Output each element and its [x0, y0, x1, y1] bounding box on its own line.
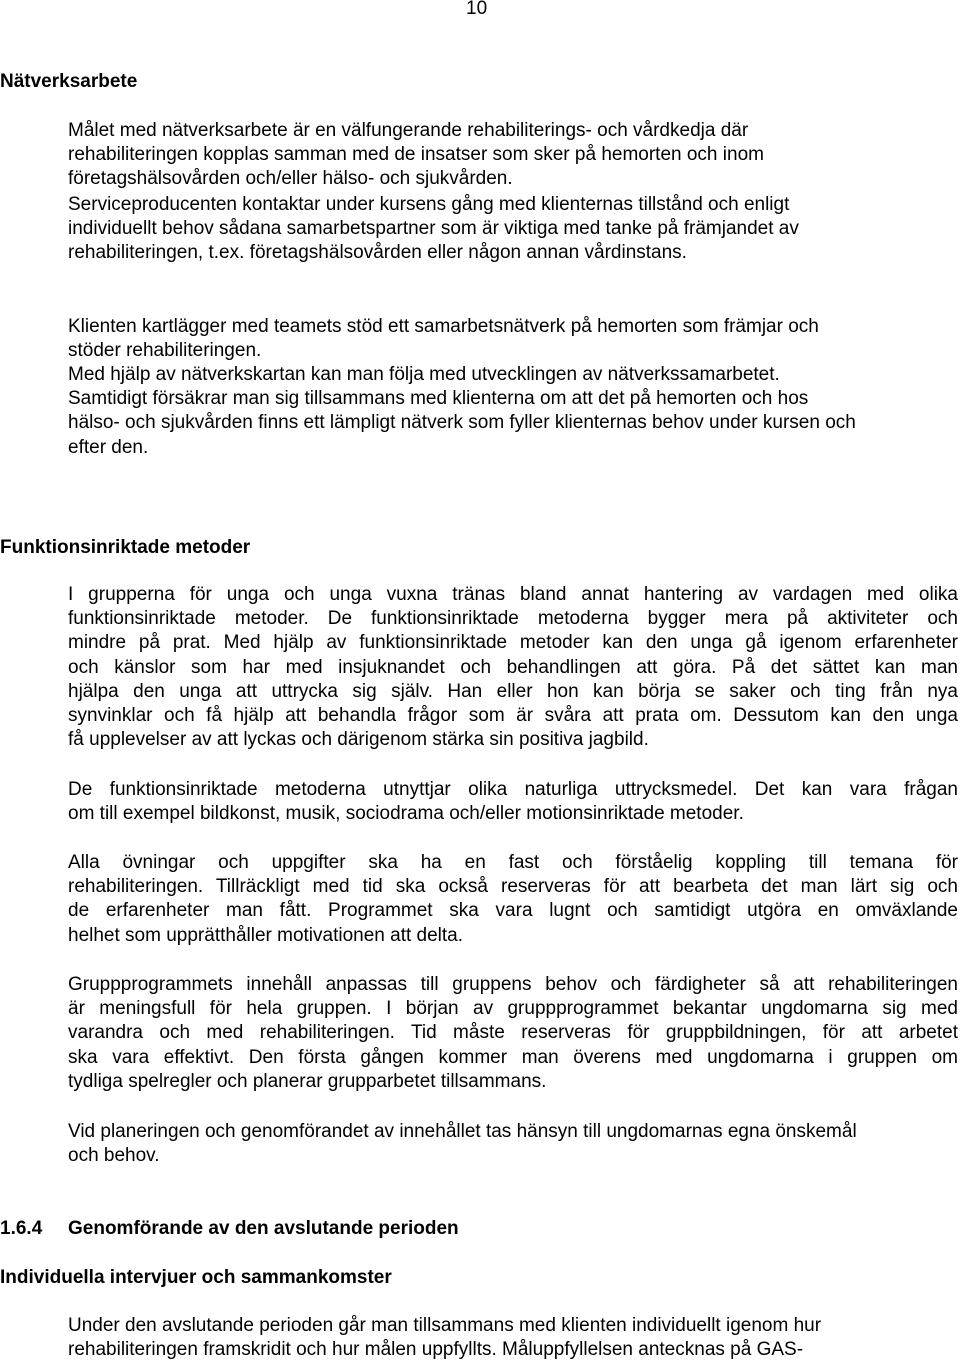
text-line: rehabiliteringen. Tillräckligt med tid ska också reserveras för att bearbeta det man lärt sig och — [68, 876, 958, 898]
text-line: rehabiliteringen framskridit och hur målen uppfyllts. Måluppfyllelsen antecknas på GAS- — [68, 1339, 804, 1361]
text-line: och känslor som har med insjuknandet och behandlingen att göra. På det sättet kan man — [68, 656, 958, 678]
paragraph — [68, 1120, 958, 1168]
page-number: 10 — [466, 0, 488, 19]
text-line: Målet med nätverksarbete är en välfungerande rehabiliterings- och vårdkedja där — [68, 120, 749, 141]
text-line: få upplevelser av att lyckas och därigenom stärka sin positiva jagbild. — [68, 729, 649, 751]
text-line: Med hjälp av nätverkskartan kan man följa med utvecklingen av nätverkssamarbetet. — [68, 364, 780, 385]
text-line: individuellt behov sådana samarbetspartner som är viktiga med tanke på främjandet av — [68, 218, 799, 240]
text-line: Vid planeringen och genomförandet av innehållet tas hänsyn till ungdomarnas egna önskemål — [68, 1121, 857, 1142]
text-line: hjälpa den unga att uttrycka sig själv. Han eller hon kan börja se saker och ting från nya — [68, 680, 958, 702]
text-line: funktionsinriktade metoder. De funktionsinriktade metoderna bygger mera på aktiviteter och — [68, 608, 958, 630]
text-line: om till exempel bildkonst, musik, sociodrama och/eller motionsinriktade metoder. — [68, 803, 744, 825]
paragraph — [68, 583, 958, 752]
text-line: Samtidigt försäkrar man sig tillsammans med klienterna om att det på hemorten och hos — [68, 388, 809, 410]
section-heading-natverksarbete: Nätverksarbete — [0, 71, 138, 92]
paragraph — [68, 193, 958, 266]
paragraph — [68, 778, 958, 826]
text-line: Under den avslutande perioden går man tillsammans med klienten individuellt igenom hur — [68, 1315, 822, 1336]
text-line: företagshälsovården och/eller hälso- och sjukvården. — [68, 168, 513, 190]
section-title: Genomförande av den avslutande perioden — [68, 1218, 459, 1239]
text-line: I grupperna för unga och unga vuxna tränas bland annat hantering av vardagen med olika — [68, 584, 958, 605]
text-line: Alla övningar och uppgifter ska ha en fast och förståelig koppling till temana för — [68, 852, 958, 873]
subsection-heading — [0, 1217, 459, 1241]
section-heading-funktionsinriktade-metoder: Funktionsinriktade metoder — [0, 537, 251, 558]
text-line: rehabiliteringen kopplas samman med de insatser som sker på hemorten och inom — [68, 144, 764, 166]
paragraph — [68, 363, 958, 460]
section-heading-individuella-intervjuer: Individuella intervjuer och sammankomster — [0, 1267, 392, 1288]
paragraph — [68, 973, 958, 1094]
text-line: tydliga spelregler och planerar grupparbetet tillsammans. — [68, 1070, 547, 1092]
text-line: efter den. — [68, 436, 149, 458]
text-line: De funktionsinriktade metoderna utnyttjar olika naturliga uttrycksmedel. Det kan vara frågan — [68, 779, 958, 800]
paragraph — [68, 851, 958, 948]
section-number: 1.6.4 — [0, 1218, 43, 1239]
paragraph — [68, 315, 958, 363]
text-line: mindre på prat. Med hjälp av funktionsinriktade metoder kan den unga gå igenom erfarenheter — [68, 632, 958, 654]
paragraph — [68, 119, 958, 192]
text-line: och behov. — [68, 1145, 160, 1167]
text-line: rehabiliteringen, t.ex. företagshälsovården eller någon annan vårdinstans. — [68, 242, 687, 264]
text-line: helhet som upprätthåller motivationen att delta. — [68, 924, 464, 946]
paragraph — [68, 1314, 958, 1362]
text-line: Gruppprogrammets innehåll anpassas till gruppens behov och färdigheter så att rehabiliteringen — [68, 974, 958, 995]
text-line: varandra och med rehabiliteringen. Tid måste reserveras för gruppbildningen, för att arbetet — [68, 1022, 958, 1044]
text-line: stöder rehabiliteringen. — [68, 340, 262, 362]
text-line: Serviceproducenten kontaktar under kursens gång med klienternas tillstånd och enligt — [68, 194, 790, 215]
text-line: de erfarenheter man fått. Programmet ska vara lugnt och samtidigt utgöra en omväxlande — [68, 900, 958, 922]
text-line: ska vara effektivt. Den första gången kommer man överens med ungdomarna i gruppen om — [68, 1046, 958, 1068]
text-line: Klienten kartlägger med teamets stöd ett samarbetsnätverk på hemorten som främjar och — [68, 316, 819, 337]
text-line: synvinklar och få hjälp att behandla frågor som är svåra att prata om. Dessutom kan den unga — [68, 705, 958, 727]
text-line: är meningsfull för hela gruppen. I början av gruppprogrammet bekantar ungdomarna sig med — [68, 998, 958, 1020]
text-line: hälso- och sjukvården finns ett lämpligt nätverk som fyller klienternas behov under kursen och — [68, 412, 856, 434]
